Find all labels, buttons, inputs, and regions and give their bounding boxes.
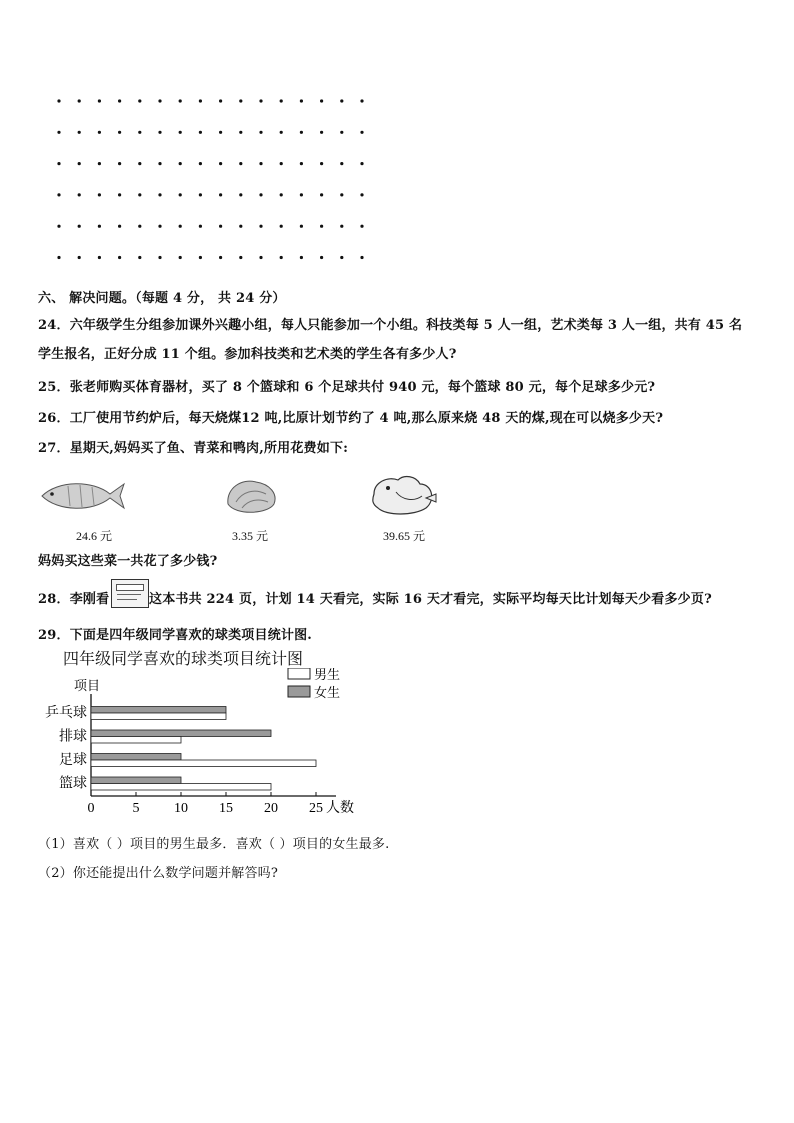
grid-dot [199, 225, 202, 228]
grid-dot [340, 256, 343, 259]
grid-dot [280, 225, 283, 228]
x-tick-label: 15 [219, 801, 233, 816]
question-29: 29．下面是四年级同学喜欢的球类项目统计图. [38, 628, 313, 643]
legend-label: 男生 [314, 668, 341, 683]
grid-dot [158, 193, 161, 196]
grid-dot [138, 131, 141, 134]
y-axis-label: 项目 [74, 679, 101, 694]
grid-dot [199, 162, 202, 165]
fish-price: 24.6 元 [76, 529, 113, 543]
category-label: 乒乓球 [45, 705, 87, 721]
bar-female [91, 730, 271, 737]
grid-dot [320, 225, 323, 228]
grid-dot [300, 256, 303, 259]
grid-dot [78, 193, 81, 196]
grid-dot [57, 99, 60, 102]
grid-dot [259, 193, 262, 196]
grid-dot [360, 225, 363, 228]
grid-dot [320, 162, 323, 165]
category-label: 篮球 [59, 775, 87, 792]
grid-dot [219, 131, 222, 134]
grid-dot [259, 225, 262, 228]
grid-dot [158, 225, 161, 228]
grid-dot [138, 256, 141, 259]
grid-dot [98, 99, 101, 102]
question-28-prefix: 28．李刚看 [38, 592, 110, 607]
bar-male [91, 760, 316, 767]
grid-dot [57, 256, 60, 259]
dot-grid [53, 93, 373, 263]
grid-dot [239, 99, 242, 102]
grid-dot [280, 256, 283, 259]
grid-dot [259, 256, 262, 259]
duck-price: 39.65 元 [383, 529, 426, 543]
grid-dot [78, 99, 81, 102]
grid-dot [78, 131, 81, 134]
grid-dot [300, 225, 303, 228]
grid-dot [280, 193, 283, 196]
bar-male [91, 737, 181, 744]
grid-dot [340, 225, 343, 228]
fish-icon [38, 474, 128, 518]
grid-dot [360, 162, 363, 165]
grid-dot [239, 256, 242, 259]
grid-dot [98, 256, 101, 259]
grid-dot [138, 99, 141, 102]
grid-dot [138, 193, 141, 196]
grid-dot [340, 99, 343, 102]
grid-dot [320, 256, 323, 259]
grid-dot [158, 256, 161, 259]
grid-dot [98, 225, 101, 228]
grid-dot [300, 193, 303, 196]
question-29-sub-1: （1）喜欢（ ）项目的男生最多．喜欢（ ）项目的女生最多. [38, 837, 390, 852]
grid-dot [280, 131, 283, 134]
grid-dot [98, 131, 101, 134]
grid-dot [259, 131, 262, 134]
grid-dot [259, 99, 262, 102]
grid-dot [118, 99, 121, 102]
grid-dot [138, 162, 141, 165]
grid-dot [158, 99, 161, 102]
grid-dot [320, 131, 323, 134]
x-tick-label: 10 [174, 801, 188, 816]
grid-dot [340, 131, 343, 134]
grid-dot [239, 225, 242, 228]
grid-dot [320, 99, 323, 102]
x-tick-label: 5 [132, 801, 140, 816]
grid-dot [118, 256, 121, 259]
bar-female [91, 754, 181, 761]
question-24-line-1: 24．六年级学生分组参加课外兴趣小组，每人只能参加一个小组。科技类每 5 人一组，艺术类每 3 人一组，共有 45 名 [38, 318, 743, 333]
grid-dot [219, 256, 222, 259]
cabbage-price: 3.35 元 [232, 529, 269, 543]
grid-dot [158, 162, 161, 165]
category-label: 排球 [59, 728, 87, 745]
grid-dot [118, 162, 121, 165]
grid-dot [57, 162, 60, 165]
x-tick-label: 0 [87, 801, 95, 816]
bar-male [91, 784, 271, 791]
grid-dot [179, 99, 182, 102]
grid-dot [300, 99, 303, 102]
grid-dot [57, 225, 60, 228]
grid-dot [158, 131, 161, 134]
question-29-sub-2: （2）你还能提出什么数学问题并解答吗? [38, 866, 279, 881]
grid-dot [320, 193, 323, 196]
grid-dot [199, 131, 202, 134]
grid-dot [280, 99, 283, 102]
grid-dot [78, 162, 81, 165]
x-axis-label: 人数 [326, 800, 354, 816]
grid-dot [239, 131, 242, 134]
grid-dot [219, 99, 222, 102]
grid-dot [360, 193, 363, 196]
duck-icon [366, 470, 440, 520]
grid-dot [280, 162, 283, 165]
grid-dot [118, 193, 121, 196]
bar-female [91, 777, 181, 784]
grid-dot [360, 131, 363, 134]
grid-dot [179, 162, 182, 165]
question-28-suffix: 这本书共 224 页，计划 14 天看完，实际 16 天才看完，实际平均每天比计划每天少看多少页? [149, 592, 712, 607]
grid-dot [179, 256, 182, 259]
grid-dot [219, 162, 222, 165]
grid-dot [300, 162, 303, 165]
question-25: 25．张老师购买体育器材，买了 8 个篮球和 6 个足球共付 940 元，每个篮球 80 元，每个足球多少元? [38, 380, 656, 395]
grid-dot [199, 256, 202, 259]
grid-dot [360, 256, 363, 259]
book-icon [111, 579, 149, 608]
grid-dot [57, 193, 60, 196]
section-header: 六、 解决问题。（每题 4 分， 共 24 分） [38, 291, 286, 306]
grid-dot [98, 162, 101, 165]
legend-swatch [288, 668, 310, 679]
grid-dot [179, 193, 182, 196]
question-26: 26．工厂使用节约炉后，每天烧煤12 吨,比原计划节约了 4 吨,那么原来烧 48 天的煤,现在可以烧多少天? [38, 411, 664, 426]
x-tick-label: 20 [264, 801, 278, 816]
question-27: 27．星期天,妈妈买了鱼、青菜和鸭肉,所用花费如下: [38, 441, 349, 456]
x-tick-label: 25 [309, 801, 323, 816]
grid-dot [239, 193, 242, 196]
grid-dot [98, 193, 101, 196]
grid-dot [138, 225, 141, 228]
category-label: 足球 [59, 752, 87, 768]
grid-dot [78, 256, 81, 259]
grid-dot [259, 162, 262, 165]
legend-swatch [288, 686, 310, 697]
grid-dot [239, 162, 242, 165]
bar-male [91, 713, 226, 720]
grid-dot [219, 193, 222, 196]
grid-dot [199, 193, 202, 196]
grid-dot [57, 131, 60, 134]
grid-dot [179, 131, 182, 134]
legend-label: 女生 [314, 686, 341, 701]
grid-dot [340, 162, 343, 165]
grid-dot [118, 225, 121, 228]
grid-dot [199, 99, 202, 102]
cabbage-icon [222, 474, 282, 518]
grid-dot [300, 131, 303, 134]
question-24-line-2: 学生报名，正好分成 11 个组。参加科技类和艺术类的学生各有多少人? [38, 347, 457, 362]
question-27-followup: 妈妈买这些菜一共花了多少钱? [38, 554, 218, 569]
grid-dot [118, 131, 121, 134]
bar-female [91, 707, 226, 714]
grid-dot [360, 99, 363, 102]
bar-chart [30, 668, 390, 818]
grid-dot [219, 225, 222, 228]
grid-dot [78, 225, 81, 228]
grid-dot [340, 193, 343, 196]
grid-dot [179, 225, 182, 228]
chart-title: 四年级同学喜欢的球类项目统计图 [63, 649, 304, 668]
